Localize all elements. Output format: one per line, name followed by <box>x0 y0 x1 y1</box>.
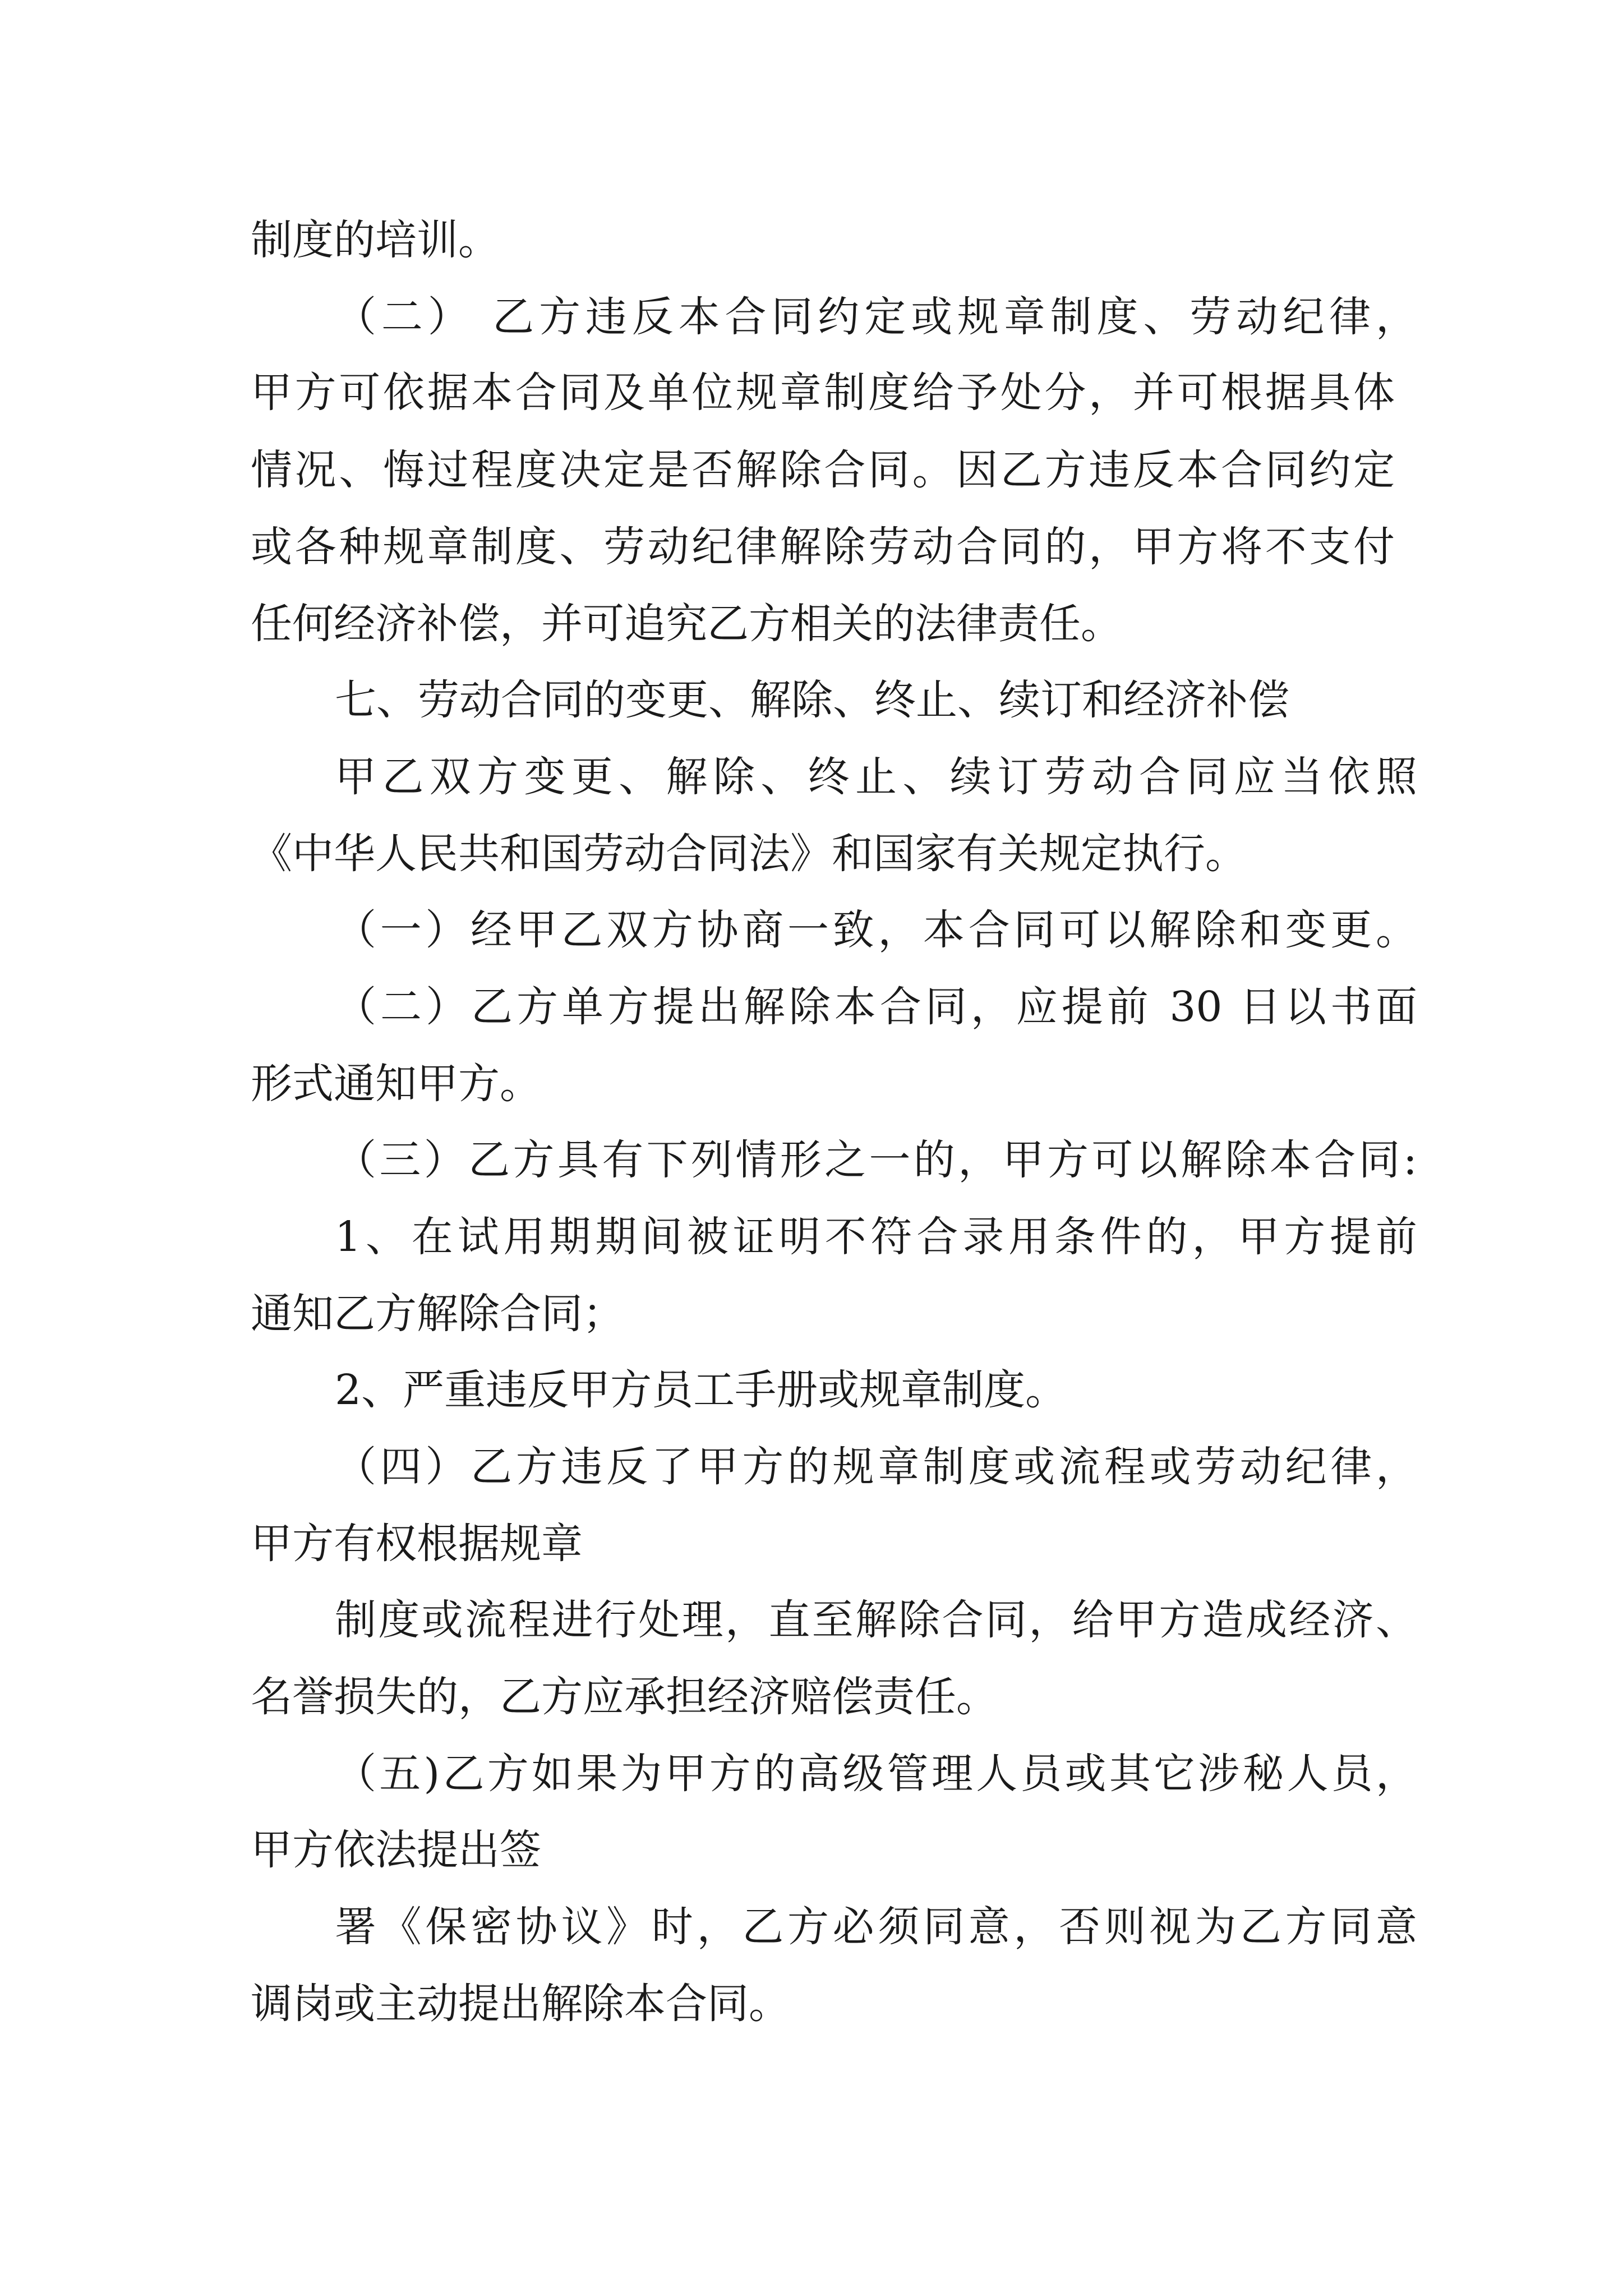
section-heading: 七、劳动合同的变更、解除、终止、续订和经济补偿 <box>335 676 1289 724</box>
paragraph-line: 制度或流程进行处理，直至解除合同，给甲方造成经济、 <box>335 1596 1417 1644</box>
paragraph-line: 1、在试用期期间被证明不符合录用条件的，甲方提前 <box>335 1213 1417 1261</box>
paragraph-line: （三）乙方具有下列情形之一的，甲方可以解除本合同: <box>335 1136 1417 1184</box>
paragraph-line: 制度的培训。 <box>251 216 500 264</box>
paragraph-line: 甲乙双方变更、解除、终止、续订劳动合同应当依照 <box>335 753 1417 801</box>
paragraph-line: 形式通知甲方。 <box>251 1060 541 1108</box>
paragraph-line: （四）乙方违反了甲方的规章制度或流程或劳动纪律， <box>335 1443 1417 1491</box>
paragraph-line: 通知乙方解除合同； <box>251 1290 624 1338</box>
paragraph-line: （二）乙方单方提出解除本合同，应提前 30 日以书面 <box>335 983 1417 1031</box>
paragraph-line: 任何经济补偿，并可追究乙方相关的法律责任。 <box>251 600 1122 648</box>
paragraph-line: 《中华人民共和国劳动合同法》和国家有关规定执行。 <box>251 830 1247 878</box>
paragraph-line: （一）经甲乙双方协商一致，本合同可以解除和变更。 <box>335 906 1417 954</box>
paragraph-line: 情况、悔过程度决定是否解除合同。因乙方违反本合同约定 <box>251 446 1395 494</box>
paragraph-line: （五)乙方如果为甲方的高级管理人员或其它涉秘人员， <box>335 1750 1417 1798</box>
paragraph-line: 甲方依法提出签 <box>251 1826 541 1874</box>
paragraph-line: （二） 乙方违反本合同约定或规章制度、劳动纪律， <box>335 293 1417 341</box>
paragraph-line: 甲方可依据本合同及单位规章制度给予处分，并可根据具体 <box>251 369 1395 417</box>
paragraph-line: 2、严重违反甲方员工手册或规章制度。 <box>335 1366 1067 1414</box>
paragraph-line: 署《保密协议》时，乙方必须同意，否则视为乙方同意 <box>335 1903 1417 1951</box>
paragraph-line: 调岗或主动提出解除本合同。 <box>251 1980 790 2028</box>
paragraph-line: 或各种规章制度、劳动纪律解除劳动合同的，甲方将不支付 <box>251 523 1395 571</box>
paragraph-line: 名誉损失的，乙方应承担经济赔偿责任。 <box>251 1673 998 1721</box>
paragraph-line: 甲方有权根据规章 <box>251 1520 583 1568</box>
